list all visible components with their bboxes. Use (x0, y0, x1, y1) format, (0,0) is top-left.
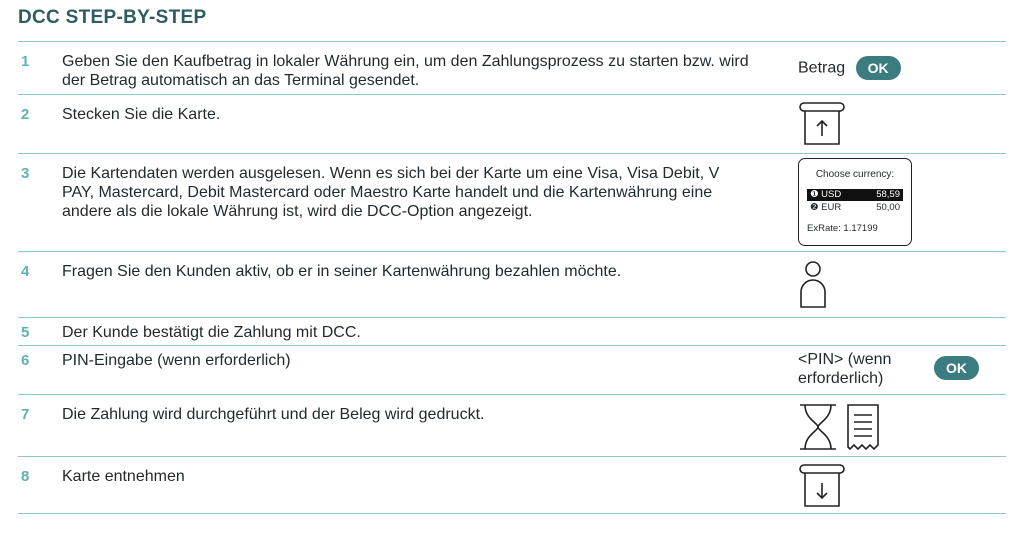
step-number: 2 (21, 106, 30, 123)
card-remove-icon (798, 463, 846, 514)
step-text: PIN-Eingabe (wenn erforderlich) (62, 352, 291, 369)
step-number: 8 (21, 468, 30, 485)
receipt-icon (848, 405, 878, 449)
pin-label (798, 350, 928, 388)
step-row-4 (18, 251, 1006, 317)
step-number: 7 (21, 406, 30, 423)
currency-option-usd (807, 189, 903, 201)
currency-option-eur (807, 202, 903, 214)
step-row-1 (18, 41, 1006, 94)
amount-label: Betrag (798, 59, 846, 77)
hourglass-icon (800, 405, 836, 449)
currency-screen (798, 158, 912, 246)
card-insert-icon (798, 101, 846, 152)
option-marker: ❷ (810, 202, 819, 213)
step-row-5 (18, 317, 1006, 345)
exchange-rate: ExRate: 1.17199 (807, 223, 878, 234)
step-number: 6 (21, 352, 30, 369)
step-text: Die Zahlung wird durchgeführt und der Beleg wird gedruckt. (62, 406, 485, 423)
steps-table (18, 41, 1006, 514)
step-text: Karte entnehmen (62, 468, 185, 485)
amount-ok-icon (798, 56, 901, 80)
step-row-3 (18, 153, 1006, 251)
ok-button-icon: OK (934, 356, 979, 380)
step-text: Der Kunde bestätigt die Zahlung mit DCC. (62, 324, 361, 341)
step-text: Die Kartendaten werden ausgelesen. Wenn es sich bei der Karte um eine Visa, Visa Debit, V PAY, Mastercard, Debit Mastercard oder Maestro Karte handelt und die Kartenwährung eine andere als die lokale Währung ist, wird die DCC-Option angezeigt. (62, 165, 720, 220)
option-amount: 50,00 (876, 202, 900, 213)
step-row-7 (18, 394, 1006, 456)
hourglass-receipt-icon (798, 403, 898, 456)
person-icon (798, 260, 828, 315)
step-row-6 (18, 345, 1006, 394)
option-currency: USD (821, 189, 842, 200)
option-marker: ❶ (810, 189, 819, 200)
pin-label-line1: <PIN> (wenn (798, 351, 892, 368)
step-number: 5 (21, 324, 30, 341)
step-text: Fragen Sie den Kunden aktiv, ob er in seiner Kartenwährung bezahlen möchte. (62, 263, 622, 280)
step-number: 1 (21, 53, 30, 70)
option-amount: 58,59 (876, 189, 900, 200)
step-row-8 (18, 456, 1006, 514)
step-number: 3 (21, 165, 30, 182)
step-number: 4 (21, 263, 30, 280)
step-text: Stecken Sie die Karte. (62, 106, 221, 123)
option-currency: EUR (821, 202, 842, 213)
step-row-2 (18, 94, 1006, 153)
page-title: DCC STEP-BY-STEP (18, 7, 207, 28)
step-text: Geben Sie den Kaufbetrag in lokaler Währung ein, um den Zahlungsprozess zu starten bzw. wird der Betrag automatisch an das Terminal gesendet. (62, 53, 749, 89)
screen-header: Choose currency: (815, 169, 895, 180)
ok-button-icon: OK (856, 56, 901, 80)
pin-label-line2: erforderlich) (798, 370, 884, 387)
